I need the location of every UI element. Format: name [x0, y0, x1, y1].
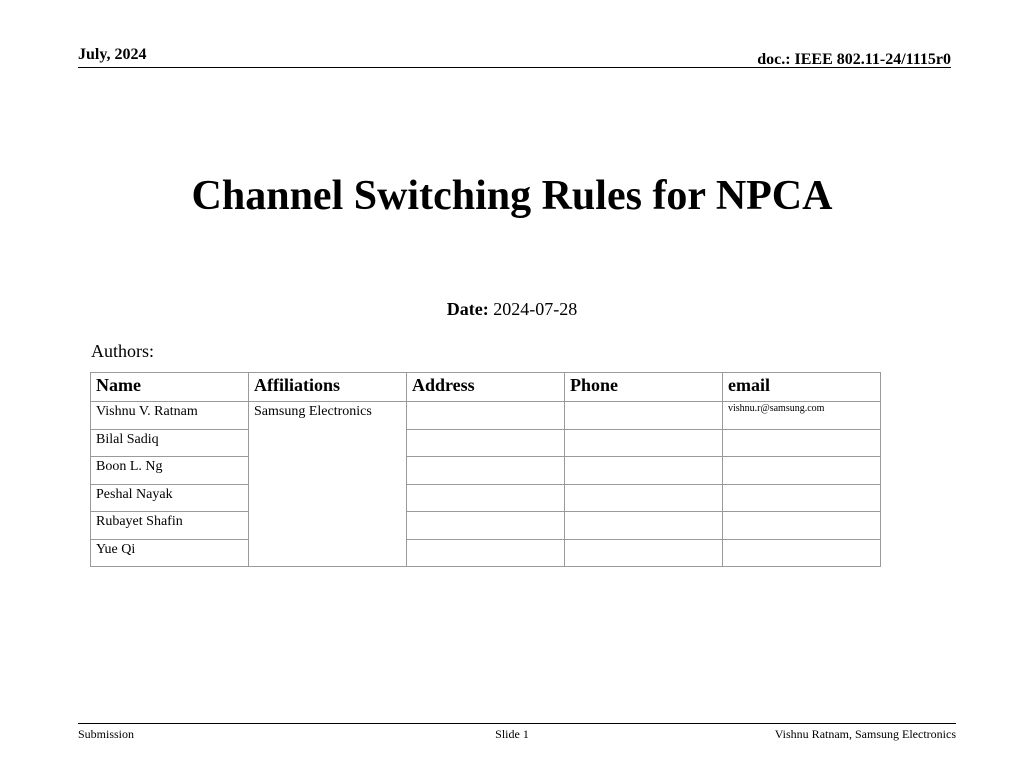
- author-email: [723, 457, 881, 485]
- slide-title: Channel Switching Rules for NPCA: [191, 173, 833, 219]
- table-row: [91, 484, 881, 512]
- authors-table: [90, 372, 881, 567]
- header-date: July, 2024: [78, 46, 147, 63]
- column-header-phone: Phone: [565, 373, 723, 402]
- author-phone: [565, 484, 723, 512]
- author-address: [407, 512, 565, 540]
- author-email: [723, 484, 881, 512]
- author-name: Vishnu V. Ratnam: [91, 402, 249, 430]
- footer-submission: Submission: [78, 727, 135, 741]
- header-doc-id: doc.: IEEE 802.11-24/1115r0: [757, 51, 951, 68]
- author-phone: [565, 457, 723, 485]
- author-phone: [565, 429, 723, 457]
- author-name: Peshal Nayak: [91, 484, 249, 512]
- author-address: [407, 429, 565, 457]
- footer-author: Vishnu Ratnam, Samsung Electronics: [774, 727, 956, 741]
- author-phone: [565, 402, 723, 430]
- author-address: [407, 402, 565, 430]
- author-name: Yue Qi: [91, 539, 249, 567]
- table-row: [91, 512, 881, 540]
- column-header-address: Address: [407, 373, 565, 402]
- author-email: [723, 429, 881, 457]
- table-row: [91, 402, 881, 430]
- author-phone: [565, 539, 723, 567]
- footer-slide-number: Slide 1: [495, 727, 529, 741]
- author-name: Rubayet Shafin: [91, 512, 249, 540]
- table-row: [91, 539, 881, 567]
- column-header-affiliations: Affiliations: [249, 373, 407, 402]
- author-affiliation: Samsung Electronics: [249, 402, 407, 567]
- header-divider: [78, 67, 951, 68]
- author-address: [407, 539, 565, 567]
- author-email: [723, 512, 881, 540]
- author-name: Bilal Sadiq: [91, 429, 249, 457]
- date-label: Date:: [446, 299, 489, 319]
- date-line: [0, 299, 1024, 320]
- column-header-name: Name: [91, 373, 249, 402]
- column-header-email: email: [723, 373, 881, 402]
- date-value: 2024-07-28: [493, 299, 578, 319]
- author-name: Boon L. Ng: [91, 457, 249, 485]
- author-address: [407, 457, 565, 485]
- table-row: [91, 429, 881, 457]
- author-address: [407, 484, 565, 512]
- author-phone: [565, 512, 723, 540]
- table-row: [91, 457, 881, 485]
- authors-label: Authors:: [91, 341, 154, 361]
- author-email: [723, 539, 881, 567]
- table-header-row: [91, 373, 881, 402]
- author-email: vishnu.r@samsung.com: [723, 402, 881, 430]
- footer-divider: [78, 723, 956, 724]
